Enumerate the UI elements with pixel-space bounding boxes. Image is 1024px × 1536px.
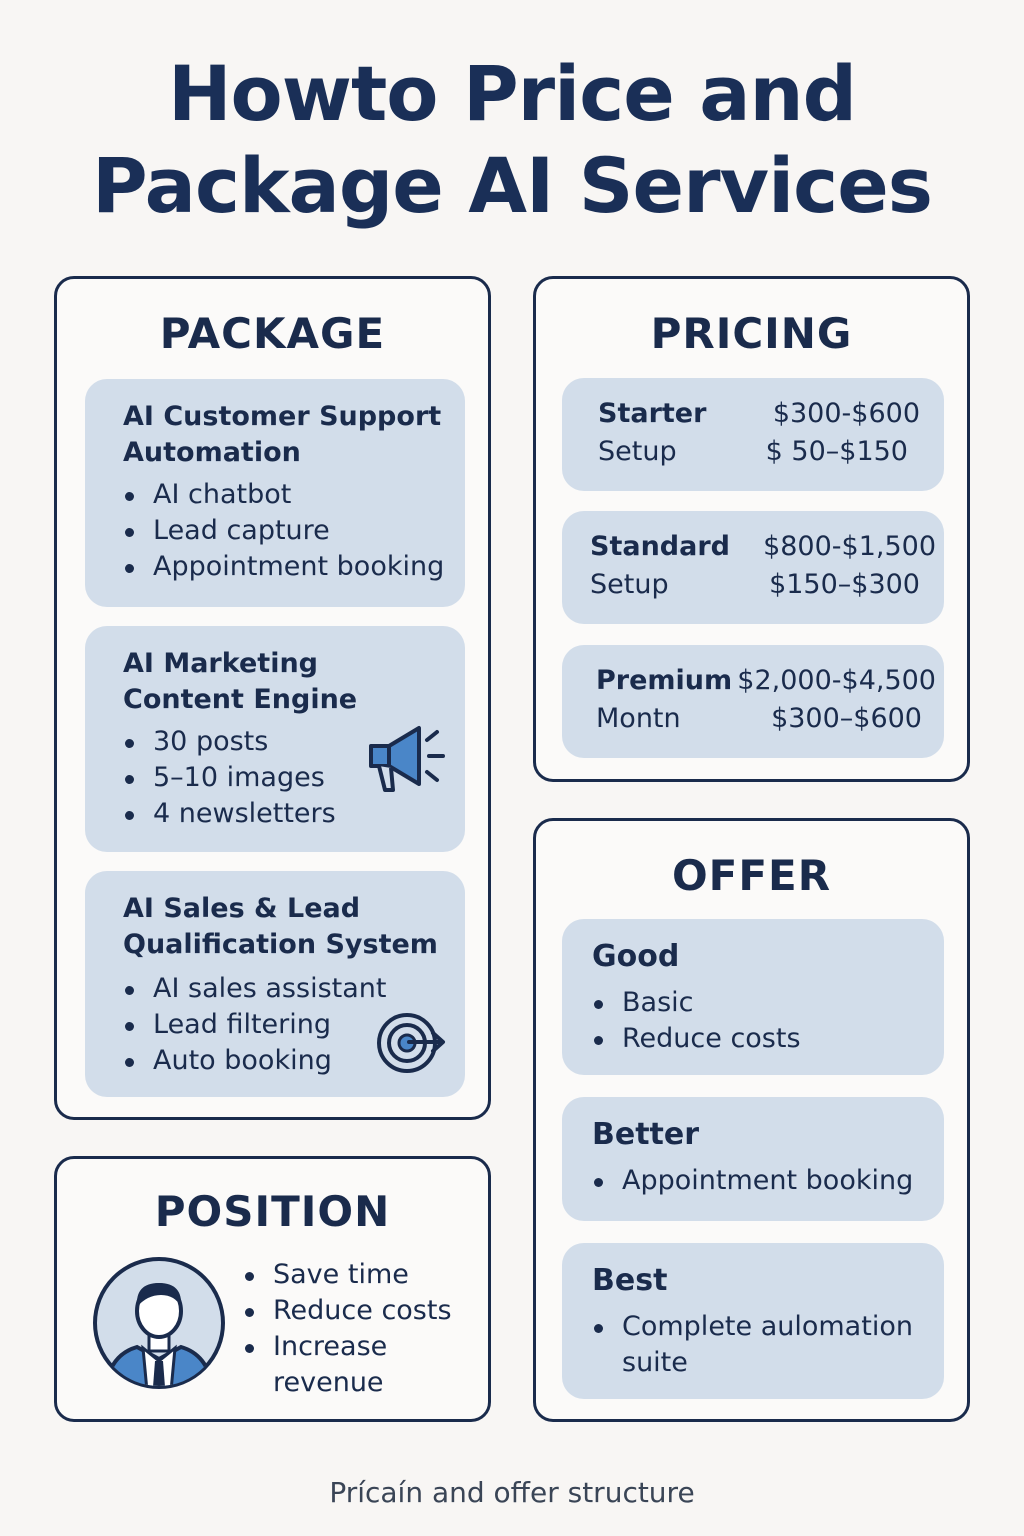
list-item: Basic: [592, 985, 801, 1021]
list-item: Appointment booking: [123, 549, 444, 585]
tier-price: $2,000-$4,500: [737, 665, 936, 696]
businessman-avatar-icon: [91, 1255, 227, 1391]
list-item: Appointment booking: [592, 1163, 913, 1199]
offer-heading: OFFER: [671, 851, 832, 900]
offer-panel: [533, 818, 970, 1422]
tier-sub-label: Setup: [598, 436, 677, 467]
target-icon: [375, 1009, 447, 1075]
package-card-sales: [85, 871, 465, 1097]
position-heading: POSITION: [154, 1187, 391, 1236]
list-item: Complete aulomation: [592, 1309, 913, 1345]
position-list: [243, 1257, 452, 1401]
offer-tier-name: Best: [592, 1263, 668, 1298]
package-card-support: [85, 379, 465, 607]
tier-sub-label: Montn: [596, 703, 681, 734]
pricing-panel: [533, 276, 970, 782]
tier-price: $300-$600: [772, 398, 920, 429]
package-card-title: AI Customer Support Automation: [123, 401, 442, 468]
list-item: Reduce costs: [592, 1021, 801, 1057]
pricing-tier-standard: [562, 511, 944, 624]
tier-name: Starter: [598, 398, 707, 429]
tier-sub-price: $150–$300: [769, 569, 920, 600]
offer-tier-name: Good: [592, 939, 680, 974]
list-item: 5–10 images: [123, 760, 336, 796]
tier-name: Premium: [596, 665, 733, 696]
offer-tier-list: [592, 1163, 913, 1199]
tier-sub-price: $ 50–$150: [765, 436, 908, 467]
tier-price: $800-$1,500: [763, 531, 936, 562]
package-card-title: AI Sales & Lead Qualification System: [123, 893, 438, 960]
list-item: Lead capture: [123, 513, 444, 549]
package-panel: [54, 276, 491, 1120]
page-title-line-1: Howto Price and: [167, 49, 857, 138]
position-panel: [54, 1156, 491, 1422]
list-item-continuation: suite: [622, 1347, 688, 1378]
list-item: 30 posts: [123, 724, 336, 760]
offer-tier-best: [562, 1243, 944, 1399]
tier-sub-label: Setup: [590, 569, 669, 600]
package-card-marketing: [85, 626, 465, 852]
pricing-tier-premium: [562, 645, 944, 758]
offer-tier-good: [562, 919, 944, 1075]
list-item: Lead filtering: [123, 1007, 386, 1043]
pricing-heading: PRICING: [650, 309, 853, 358]
pricing-tier-starter: [562, 378, 944, 491]
list-item: AI sales assistant: [123, 971, 386, 1007]
page-title: [0, 48, 1024, 232]
list-item: Auto booking: [123, 1043, 386, 1079]
list-item: 4 newsletters: [123, 796, 336, 832]
list-item: Increase: [243, 1329, 452, 1365]
package-card-title: AI Marketing Content Engine: [123, 648, 358, 715]
list-item: Reduce costs: [243, 1293, 452, 1329]
list-item: Save time: [243, 1257, 452, 1293]
page-title-line-2: Package AI Services: [92, 141, 932, 230]
package-card-list: [123, 477, 444, 585]
list-item: AI chatbot: [123, 477, 444, 513]
offer-tier-list: [592, 985, 801, 1057]
footer-caption: Prícaín and offer structure: [329, 1476, 695, 1509]
package-card-list: [123, 971, 386, 1079]
package-heading: PACKAGE: [159, 309, 386, 358]
offer-tier-list: [592, 1309, 913, 1381]
megaphone-icon: [363, 722, 447, 796]
offer-tier-name: Better: [592, 1117, 700, 1152]
tier-name: Standard: [590, 531, 730, 562]
package-card-list: [123, 724, 336, 832]
tier-sub-price: $300–$600: [771, 703, 922, 734]
offer-tier-better: [562, 1097, 944, 1221]
list-item-continuation: revenue: [273, 1367, 384, 1398]
